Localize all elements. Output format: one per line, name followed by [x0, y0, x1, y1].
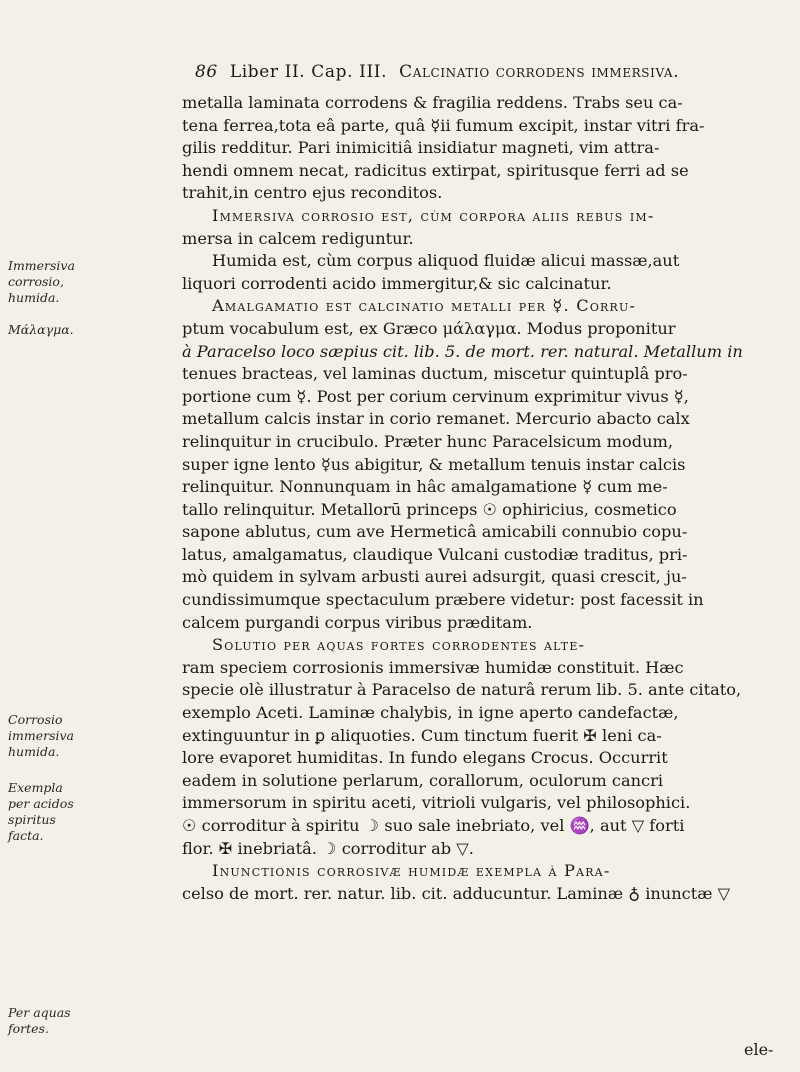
text-line: tena ferrea,tota eâ parte, quâ ☿ii fumum excipit, instar vitri fra- [182, 115, 705, 135]
text-line: metallum calcis instar in corio remanet. Mercurio abacto calx [182, 409, 690, 429]
text-line: relinquitur in crucibulo. Præter hunc Paracelsicum modum, [182, 431, 673, 451]
text-line: mò quidem in sylvam arbusti aurei adsurgit, quasi crescit, ju- [182, 567, 687, 587]
margin-note-corrosio [8, 712, 86, 760]
margin-note-line: Per aquas [8, 1005, 71, 1020]
main-text [182, 92, 767, 905]
margin-note-immersiva [8, 258, 86, 306]
chapter-topic: Calcinatio corrodens immersiva. [399, 62, 680, 82]
text-line: flor. ✠ inebriatâ. ☽ corroditur ab ▽. [182, 838, 474, 858]
margin-note-line: spiritus [8, 812, 56, 827]
text-line: ram speciem corrosionis immersivæ humidæ constituit. Hæc [182, 657, 684, 677]
text-line: specie olè illustratur à Paracelso de naturâ rerum lib. 5. ante citato, [182, 680, 742, 700]
text-line: ☉ corroditur à spiritu ☽ suo sale inebriato, vel ♒, aut ▽ forti [182, 816, 685, 835]
margin-note-line: per acidos [8, 796, 74, 811]
margin-note-line: facta. [8, 828, 44, 843]
text-line: Humida est, cùm corpus aliquod fluidæ alicui massæ,aut [212, 251, 680, 271]
text-line: portione cum ☿. Post per corium cervinum exprimitur vivus ☿, [182, 386, 689, 406]
margin-note-line: Corrosio [8, 712, 63, 727]
running-title: Liber II. Cap. III. [229, 62, 388, 82]
text-line: lore evaporet humiditas. In fundo elegans Crocus. Occurrit [182, 748, 668, 768]
text-line: gilis redditur. Pari inimicitiâ insidiatur magneti, vim attra- [182, 138, 660, 158]
text-line: à Paracelso loco sæpius cit. lib. 5. de mort. rer. natural. Metallum in [182, 341, 743, 361]
margin-note-line: corrosio, [8, 274, 64, 289]
margin-note-per-aquas [8, 1005, 86, 1037]
text-line: exemplo Aceti. Laminæ chalybis, in igne aperto candefactæ, [182, 703, 679, 723]
text-line: hendi omnem necat, radicitus extirpat, spiritusque ferri ad se [182, 160, 689, 180]
text-line: mersa in calcem rediguntur. [182, 228, 414, 248]
text-line: tenues bracteas, vel laminas ductum, miscetur quintuplâ pro- [182, 364, 688, 384]
catchword: ele- [744, 1040, 774, 1059]
running-header [195, 62, 755, 82]
margin-note-line: humida. [8, 290, 60, 305]
margin-note-malagma [8, 322, 86, 338]
margin-note-line: Immersiva [8, 258, 75, 273]
margin-note-line: fortes. [8, 1021, 49, 1036]
margin-note-line: Exempla [8, 780, 63, 795]
text-line: celso de mort. rer. natur. lib. cit. adducuntur. Laminæ ♁ inunctæ ▽ [182, 883, 731, 903]
text-line: relinquitur. Nonnunquam in hâc amalgamatione ☿ cum me- [182, 477, 668, 497]
text-line: Solutio per aquas fortes corrodentes alte- [212, 635, 586, 655]
page-number: 86 [195, 62, 218, 82]
text-line: liquori corrodenti acido immergitur,& sic calcinatur. [182, 273, 612, 293]
margin-note-exempla [8, 780, 86, 844]
text-line: latus, amalgamatus, claudique Vulcani custodiæ traditus, pri- [182, 544, 688, 564]
text-line: Amalgamatio est calcinatio metalli per ☿. Corru- [212, 296, 637, 316]
text-line: sapone ablutus, cum ave Hermeticâ amicabili connubio copu- [182, 522, 688, 542]
text-line: calcem purgandi corpus viribus præditam. [182, 612, 533, 632]
text-line: immersorum in spiritu aceti, vitrioli vulgaris, vel philosophici. [182, 793, 691, 813]
text-line: Inunctionis corrosivæ humidæ exempla à Para- [212, 861, 611, 881]
text-line: extinguuntur in ꝑ aliquoties. Cum tinctum fuerit ✠ leni ca- [182, 725, 662, 745]
text-line: cundissimumque spectaculum præbere videtur: post facessit in [182, 590, 704, 610]
margin-note-line: Μάλαγμα. [8, 322, 74, 337]
margin-note-line: immersiva [8, 728, 75, 743]
text-line: eadem in solutione perlarum, corallorum, oculorum cancri [182, 770, 664, 790]
text-line: super igne lento ☿us abigitur, & metallum tenuis instar calcis [182, 454, 686, 474]
text-line: metalla laminata corrodens & fragilia reddens. Trabs seu ca- [182, 93, 683, 112]
text-line: tallo relinquitur. Metallorū princeps ☉ ophiricius, cosmetico [182, 499, 677, 519]
text-line: ptum vocabulum est, ex Græco μάλαγμα. Modus proponitur [182, 318, 676, 338]
text-line: trahit,in centro ejus reconditos. [182, 183, 443, 203]
text-line: Immersiva corrosio est, cùm corpora aliis rebus im- [212, 205, 655, 225]
margin-note-line: humida. [8, 744, 60, 759]
